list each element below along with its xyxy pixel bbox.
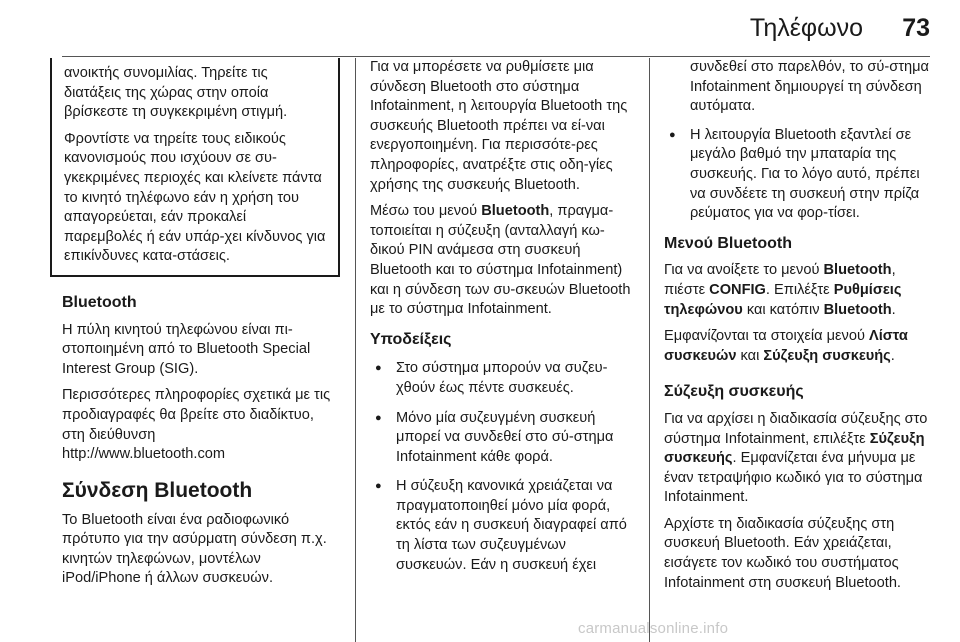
text-span: . — [890, 347, 895, 364]
text-span: . Επιλέξτε — [765, 281, 834, 298]
text-span: , πιέστε — [664, 262, 896, 298]
text-span: και κατόπιν — [742, 301, 824, 318]
bold-menu-name: Σύζευξη συσκευής — [763, 347, 891, 364]
hints-list — [370, 359, 634, 575]
bluetooth-paragraph-2: Περισσότερες πληροφορίες σχετικά με τις προδιαγραφές θα βρείτε στο διαδίκτυο, στη διεύθυνση — [62, 387, 331, 443]
notice-paragraph-2: Φροντίστε να τηρείτε τους ειδικούς κανονισμούς που ισχύουν σε συ-γκεκριμένες περιοχές και κλείνετε πάντα το κινητό τηλέφωνο εάν η χρήση του απαγορεύεται, εάν προκαλεί παρεμβολές ή εάν υπάρ-χει κίνδυνος για επικίνδυνες κατα-στάσεις. — [64, 130, 326, 265]
bluetooth-connection-heading: Σύνδεση Bluetooth — [62, 478, 253, 502]
text-span: Για να ανοίξετε το μενού — [664, 262, 824, 279]
page-header — [0, 0, 960, 62]
menu-items-paragraph — [664, 327, 932, 366]
menu-paragraph — [370, 202, 634, 320]
text-span: Εμφανίζονται τα στοιχεία μενού — [664, 328, 869, 345]
bold-menu-name: Bluetooth — [823, 262, 892, 279]
list-item: ● Στο σύστημα μπορούν να συζευ-χθούν έως πέντε συσκευές. — [370, 359, 634, 398]
column-divider-2 — [649, 58, 650, 642]
bold-menu-name: Bluetooth — [481, 203, 550, 220]
bluetooth-connection-paragraph: Το Bluetooth είναι ένα ραδιοφωνικό πρότυπο για την ασύρματη σύνδεση π.χ. κινητών τηλεφώνων, μοντέλων iPod/iPhone ή άλλων συσκευών. — [62, 511, 327, 587]
column-3 — [664, 58, 932, 600]
page-number: 73 — [902, 14, 930, 42]
list-item: ● Η λειτουργία Bluetooth εξαντλεί σε μεγάλο βαθμό την μπαταρία της συσκευής. Για το λόγο αυτό, πρέπει να συνδέετε τη συσκευή στην πρίζα ρεύματος για να φορ-τίσει. — [664, 126, 932, 224]
list-item: ● Η σύζευξη κανονικά χρειάζεται να πραγματοποιηθεί μόνο μία φορά, εκτός εάν η συσκευή διαγραφεί από τη λίστα των συζευγμένων συσκευών. Εάν η συσκευή έχει — [370, 477, 634, 575]
notice-paragraph-1: ανοικτής συνομιλίας. Τηρείτε τις διατάξεις της χώρας στην οποία βρίσκεστε τη συγκεκριμένη στιγμή. — [64, 65, 288, 121]
text-span: Μέσω του μενού — [370, 203, 482, 220]
text-span: . Εμφανίζεται ένα μήνυμα με έναν τετραψήφιο κωδικό για το σύστημα Infotainment. — [664, 450, 923, 506]
list-item: ● Μόνο μία συζευγμένη συσκευή μπορεί να συνδεθεί στο σύ-στημα Infotainment κάθε φορά. — [370, 409, 634, 468]
notice-box — [50, 58, 340, 277]
menu-open-paragraph — [664, 261, 932, 320]
bluetooth-url: http://www.bluetooth.com — [62, 446, 226, 463]
bullet-continuation: συνδεθεί στο παρελθόν, το σύ-στημα Infotainment δημιουργεί τη σύνδεση αυτόματα. — [690, 59, 929, 115]
bold-menu-name: Bluetooth — [823, 301, 892, 318]
hints-heading: Υποδείξεις — [370, 330, 452, 348]
pair-device-heading: Σύζευξη συσκευής — [664, 383, 804, 401]
bluetooth-paragraph-1: Η πύλη κινητού τηλεφώνου είναι πι-στοποιημένη από το Bluetooth Special Interest Group (SIG). — [62, 321, 311, 377]
watermark: carmanualsonline.info — [578, 620, 729, 637]
bold-menu-name: Σύζευξη συσκευής — [664, 430, 925, 467]
column-1 — [62, 58, 340, 596]
page-section-title: Τηλέφωνο — [749, 14, 863, 42]
battery-list — [664, 126, 932, 224]
bluetooth-menu-heading: Μενού Bluetooth — [664, 234, 792, 252]
column-2 — [370, 58, 634, 585]
pair-paragraph-2: Αρχίστε τη διαδικασία σύζευξης στη συσκευή Bluetooth. Εάν χρειάζεται, εισάγετε τον κωδικό του συστήματος Infotainment στη συσκευή Bluetooth. — [664, 515, 901, 591]
bluetooth-heading: Bluetooth — [62, 293, 137, 311]
setup-paragraph: Για να μπορέσετε να ρυθμίσετε μια σύνδεση Bluetooth στο σύστημα Infotainment, η λειτουργία Bluetooth της συσκευής Bluetooth πρέπει να εί-ναι ενεργοποιημένη. Για περισσότε-ρες πληροφορίες, ανατρέξτε στις οδη-γίες χρήσης της συσκευής Bluetooth. — [370, 59, 628, 193]
bold-menu-name: Ρυθμίσεις τηλεφώνου — [664, 281, 902, 318]
pair-paragraph-1 — [664, 410, 932, 508]
text-span: , πραγμα-τοποιείται η σύζευξη (ανταλλαγή κω-δικού PIN ανάμεσα στη συσκευή Bluetooth και το σύστημα Infotainment) και η σύνδεση των συ-σκευών Bluetooth με το σύστημα Infotainment. — [370, 203, 631, 318]
bold-menu-name: Λίστα συσκευών — [664, 328, 908, 364]
text-span: Για να αρχίσει η διαδικασία σύζευξης στο σύστημα Infotainment, επιλέξτε — [664, 410, 928, 447]
header-divider — [62, 56, 930, 57]
text-span: και — [736, 347, 764, 364]
bold-button-name: CONFIG — [709, 281, 766, 298]
column-divider-1 — [355, 58, 356, 642]
text-span: . — [891, 301, 896, 318]
